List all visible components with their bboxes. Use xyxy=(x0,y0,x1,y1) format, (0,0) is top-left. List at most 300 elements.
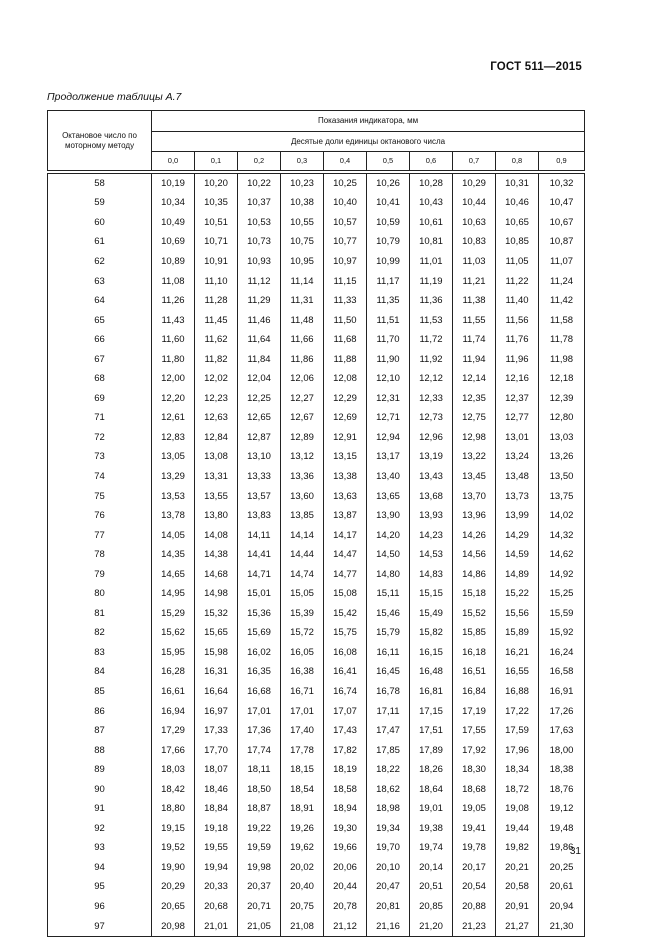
indicator-value-cell: 12,04 xyxy=(238,369,281,389)
indicator-value-cell: 20,14 xyxy=(410,858,453,878)
indicator-value-cell: 15,85 xyxy=(453,624,496,644)
indicator-value-cell: 12,27 xyxy=(281,389,324,409)
octane-number-cell: 61 xyxy=(48,233,152,253)
indicator-value-cell: 17,22 xyxy=(496,702,539,722)
indicator-value-cell: 17,15 xyxy=(410,702,453,722)
table-row xyxy=(48,565,585,585)
indicator-value-cell: 10,95 xyxy=(281,252,324,272)
indicator-value-cell: 12,67 xyxy=(281,409,324,429)
indicator-value-cell: 10,85 xyxy=(496,233,539,253)
indicator-value-cell: 19,34 xyxy=(367,819,410,839)
indicator-value-cell: 13,63 xyxy=(324,487,367,507)
indicator-value-cell: 11,28 xyxy=(195,291,238,311)
indicator-value-cell: 11,07 xyxy=(539,252,585,272)
indicator-value-cell: 17,26 xyxy=(539,702,585,722)
indicator-value-cell: 14,05 xyxy=(152,526,195,546)
indicator-value-cell: 10,49 xyxy=(152,213,195,233)
table-row xyxy=(48,526,585,546)
indicator-value-cell: 12,65 xyxy=(238,409,281,429)
indicator-value-cell: 14,17 xyxy=(324,526,367,546)
indicator-value-cell: 15,82 xyxy=(410,624,453,644)
indicator-value-cell: 15,22 xyxy=(496,584,539,604)
indicator-value-cell: 10,19 xyxy=(152,174,195,194)
table-row xyxy=(48,330,585,350)
indicator-value-cell: 20,44 xyxy=(324,878,367,898)
document-header: ГОСТ 511—2015 xyxy=(490,61,582,73)
indicator-value-cell: 14,11 xyxy=(238,526,281,546)
octane-number-cell: 74 xyxy=(48,467,152,487)
indicator-value-cell: 12,84 xyxy=(195,428,238,448)
indicator-value-cell: 13,10 xyxy=(238,448,281,468)
table-row xyxy=(48,311,585,331)
indicator-value-cell: 16,81 xyxy=(410,682,453,702)
indicator-value-cell: 19,66 xyxy=(324,839,367,859)
column-header: 0,0 xyxy=(152,152,195,171)
indicator-value-cell: 12,00 xyxy=(152,369,195,389)
indicator-value-cell: 10,61 xyxy=(410,213,453,233)
indicator-value-cell: 13,12 xyxy=(281,448,324,468)
indicator-value-cell: 12,77 xyxy=(496,409,539,429)
indicator-value-cell: 17,43 xyxy=(324,721,367,741)
octane-number-cell: 80 xyxy=(48,584,152,604)
indicator-value-cell: 11,03 xyxy=(453,252,496,272)
indicator-value-cell: 13,80 xyxy=(195,506,238,526)
indicator-value-cell: 17,11 xyxy=(367,702,410,722)
indicator-value-cell: 13,75 xyxy=(539,487,585,507)
indicator-value-cell: 20,51 xyxy=(410,878,453,898)
indicator-value-cell: 10,89 xyxy=(152,252,195,272)
indicator-value-cell: 14,44 xyxy=(281,545,324,565)
indicator-value-cell: 13,03 xyxy=(539,428,585,448)
indicator-value-cell: 12,80 xyxy=(539,409,585,429)
table-row xyxy=(48,819,585,839)
indicator-value-cell: 18,38 xyxy=(539,760,585,780)
indicator-value-cell: 20,47 xyxy=(367,878,410,898)
indicator-value-cell: 20,06 xyxy=(324,858,367,878)
column-header: 0,9 xyxy=(539,152,585,171)
indicator-value-cell: 18,11 xyxy=(238,760,281,780)
indicator-value-cell: 14,02 xyxy=(539,506,585,526)
indicator-value-cell: 16,18 xyxy=(453,643,496,663)
indicator-value-cell: 10,25 xyxy=(324,174,367,194)
indicator-value-cell: 18,34 xyxy=(496,760,539,780)
table-row xyxy=(48,350,585,370)
table-row xyxy=(48,506,585,526)
octane-number-cell: 76 xyxy=(48,506,152,526)
indicator-value-cell: 16,78 xyxy=(367,682,410,702)
indicator-value-cell: 11,15 xyxy=(324,272,367,292)
indicator-value-cell: 13,87 xyxy=(324,506,367,526)
indicator-value-cell: 19,52 xyxy=(152,839,195,859)
indicator-value-cell: 13,01 xyxy=(496,428,539,448)
indicator-value-cell: 16,48 xyxy=(410,663,453,683)
octane-number-cell: 93 xyxy=(48,839,152,859)
indicator-value-cell: 19,90 xyxy=(152,858,195,878)
indicator-value-cell: 17,55 xyxy=(453,721,496,741)
indicator-value-cell: 18,58 xyxy=(324,780,367,800)
indicator-value-cell: 17,01 xyxy=(281,702,324,722)
indicator-value-cell: 16,64 xyxy=(195,682,238,702)
indicator-value-cell: 20,94 xyxy=(539,897,585,917)
indicator-value-cell: 20,54 xyxy=(453,878,496,898)
indicator-value-cell: 10,22 xyxy=(238,174,281,194)
indicator-value-cell: 16,94 xyxy=(152,702,195,722)
table-row xyxy=(48,213,585,233)
indicator-value-cell: 12,98 xyxy=(453,428,496,448)
indicator-value-cell: 10,63 xyxy=(453,213,496,233)
indicator-value-cell: 13,96 xyxy=(453,506,496,526)
octane-number-cell: 96 xyxy=(48,897,152,917)
indicator-value-cell: 18,30 xyxy=(453,760,496,780)
indicator-value-cell: 10,28 xyxy=(410,174,453,194)
indicator-value-cell: 20,29 xyxy=(152,878,195,898)
indicator-value-cell: 10,81 xyxy=(410,233,453,253)
table-row xyxy=(48,917,585,937)
indicator-value-cell: 11,35 xyxy=(367,291,410,311)
table-row xyxy=(48,702,585,722)
indicator-value-cell: 16,11 xyxy=(367,643,410,663)
indicator-value-cell: 13,99 xyxy=(496,506,539,526)
indicator-value-cell: 10,29 xyxy=(453,174,496,194)
indicator-value-cell: 15,98 xyxy=(195,643,238,663)
indicator-value-cell: 19,82 xyxy=(496,839,539,859)
indicator-value-cell: 14,86 xyxy=(453,565,496,585)
indicator-table xyxy=(47,110,585,937)
indicator-value-cell: 13,78 xyxy=(152,506,195,526)
indicator-value-cell: 11,45 xyxy=(195,311,238,331)
indicator-value-cell: 18,62 xyxy=(367,780,410,800)
indicator-value-cell: 15,49 xyxy=(410,604,453,624)
indicator-value-cell: 16,45 xyxy=(367,663,410,683)
indicator-value-cell: 17,40 xyxy=(281,721,324,741)
indicator-value-cell: 18,76 xyxy=(539,780,585,800)
indicator-value-cell: 11,98 xyxy=(539,350,585,370)
indicator-value-cell: 16,61 xyxy=(152,682,195,702)
table-row xyxy=(48,233,585,253)
indicator-value-cell: 14,32 xyxy=(539,526,585,546)
table-row xyxy=(48,448,585,468)
indicator-value-cell: 16,84 xyxy=(453,682,496,702)
table-row xyxy=(48,624,585,644)
indicator-value-cell: 10,67 xyxy=(539,213,585,233)
indicator-value-cell: 20,25 xyxy=(539,858,585,878)
indicator-value-cell: 13,31 xyxy=(195,467,238,487)
indicator-value-cell: 19,38 xyxy=(410,819,453,839)
indicator-value-cell: 19,94 xyxy=(195,858,238,878)
indicator-value-cell: 12,69 xyxy=(324,409,367,429)
indicator-value-cell: 20,81 xyxy=(367,897,410,917)
indicator-value-cell: 15,01 xyxy=(238,584,281,604)
indicator-value-cell: 11,50 xyxy=(324,311,367,331)
indicator-value-cell: 11,08 xyxy=(152,272,195,292)
indicator-value-cell: 19,48 xyxy=(539,819,585,839)
indicator-value-cell: 17,47 xyxy=(367,721,410,741)
indicator-value-cell: 10,91 xyxy=(195,252,238,272)
indicator-value-cell: 19,15 xyxy=(152,819,195,839)
indicator-value-cell: 11,84 xyxy=(238,350,281,370)
indicator-value-cell: 13,85 xyxy=(281,506,324,526)
indicator-value-cell: 19,74 xyxy=(410,839,453,859)
indicator-value-cell: 11,01 xyxy=(410,252,453,272)
indicator-value-cell: 11,21 xyxy=(453,272,496,292)
indicator-value-cell: 12,25 xyxy=(238,389,281,409)
indicator-value-cell: 15,08 xyxy=(324,584,367,604)
indicator-value-cell: 18,22 xyxy=(367,760,410,780)
indicator-value-cell: 11,14 xyxy=(281,272,324,292)
octane-number-cell: 82 xyxy=(48,624,152,644)
indicator-value-cell: 11,64 xyxy=(238,330,281,350)
indicator-value-cell: 10,35 xyxy=(195,194,238,214)
table-row xyxy=(48,428,585,448)
indicator-value-cell: 19,05 xyxy=(453,800,496,820)
indicator-value-cell: 21,01 xyxy=(195,917,238,937)
indicator-value-cell: 12,18 xyxy=(539,369,585,389)
indicator-value-cell: 13,73 xyxy=(496,487,539,507)
octane-number-cell: 58 xyxy=(48,174,152,194)
indicator-value-cell: 19,26 xyxy=(281,819,324,839)
octane-number-cell: 65 xyxy=(48,311,152,331)
indicator-value-cell: 18,03 xyxy=(152,760,195,780)
indicator-value-cell: 12,61 xyxy=(152,409,195,429)
indicator-value-cell: 15,69 xyxy=(238,624,281,644)
indicator-value-cell: 19,41 xyxy=(453,819,496,839)
indicator-value-cell: 11,51 xyxy=(367,311,410,331)
indicator-value-cell: 11,62 xyxy=(195,330,238,350)
indicator-value-cell: 11,33 xyxy=(324,291,367,311)
indicator-value-cell: 20,58 xyxy=(496,878,539,898)
column-header: 0,8 xyxy=(496,152,539,171)
indicator-value-cell: 15,56 xyxy=(496,604,539,624)
indicator-value-cell: 15,95 xyxy=(152,643,195,663)
octane-number-cell: 71 xyxy=(48,409,152,429)
indicator-value-cell: 10,37 xyxy=(238,194,281,214)
indicator-value-cell: 10,65 xyxy=(496,213,539,233)
indicator-value-cell: 21,23 xyxy=(453,917,496,937)
indicator-value-cell: 10,41 xyxy=(367,194,410,214)
indicator-value-cell: 14,35 xyxy=(152,545,195,565)
indicator-value-cell: 11,40 xyxy=(496,291,539,311)
indicator-value-cell: 16,68 xyxy=(238,682,281,702)
indicator-value-cell: 16,35 xyxy=(238,663,281,683)
indicator-value-cell: 11,26 xyxy=(152,291,195,311)
indicator-value-cell: 11,74 xyxy=(453,330,496,350)
octane-number-cell: 90 xyxy=(48,780,152,800)
indicator-value-cell: 10,77 xyxy=(324,233,367,253)
indicator-value-cell: 14,20 xyxy=(367,526,410,546)
indicator-value-cell: 14,71 xyxy=(238,565,281,585)
indicator-value-cell: 20,10 xyxy=(367,858,410,878)
indicator-value-cell: 13,48 xyxy=(496,467,539,487)
indicator-value-cell: 21,12 xyxy=(324,917,367,937)
indicator-value-cell: 15,65 xyxy=(195,624,238,644)
indicator-value-cell: 15,29 xyxy=(152,604,195,624)
indicator-value-cell: 20,65 xyxy=(152,897,195,917)
indicator-value-cell: 10,32 xyxy=(539,174,585,194)
indicator-value-cell: 19,98 xyxy=(238,858,281,878)
indicator-value-cell: 16,02 xyxy=(238,643,281,663)
indicator-value-cell: 13,33 xyxy=(238,467,281,487)
indicator-value-cell: 16,51 xyxy=(453,663,496,683)
indicator-value-cell: 14,23 xyxy=(410,526,453,546)
indicator-value-cell: 14,68 xyxy=(195,565,238,585)
indicator-value-cell: 19,18 xyxy=(195,819,238,839)
indicator-value-cell: 11,68 xyxy=(324,330,367,350)
indicator-value-cell: 20,78 xyxy=(324,897,367,917)
octane-number-cell: 78 xyxy=(48,545,152,565)
indicator-value-cell: 20,85 xyxy=(410,897,453,917)
indicator-value-cell: 20,21 xyxy=(496,858,539,878)
indicator-value-cell: 21,05 xyxy=(238,917,281,937)
table-row xyxy=(48,839,585,859)
column-header: 0,4 xyxy=(324,152,367,171)
octane-number-cell: 59 xyxy=(48,194,152,214)
indicator-value-cell: 20,91 xyxy=(496,897,539,917)
indicator-value-cell: 19,70 xyxy=(367,839,410,859)
indicator-value-cell: 13,36 xyxy=(281,467,324,487)
indicator-value-cell: 10,75 xyxy=(281,233,324,253)
indicator-value-cell: 15,39 xyxy=(281,604,324,624)
indicator-value-cell: 11,86 xyxy=(281,350,324,370)
indicator-value-cell: 11,78 xyxy=(539,330,585,350)
indicator-value-cell: 12,12 xyxy=(410,369,453,389)
table-row xyxy=(48,487,585,507)
indicator-value-cell: 17,36 xyxy=(238,721,281,741)
indicator-value-cell: 11,12 xyxy=(238,272,281,292)
indicator-value-cell: 14,59 xyxy=(496,545,539,565)
indicator-value-cell: 16,71 xyxy=(281,682,324,702)
indicator-value-cell: 20,02 xyxy=(281,858,324,878)
indicator-value-cell: 11,36 xyxy=(410,291,453,311)
indicator-value-cell: 11,19 xyxy=(410,272,453,292)
indicator-value-cell: 20,88 xyxy=(453,897,496,917)
indicator-value-cell: 18,80 xyxy=(152,800,195,820)
indicator-value-cell: 21,08 xyxy=(281,917,324,937)
octane-number-cell: 79 xyxy=(48,565,152,585)
indicator-value-cell: 18,72 xyxy=(496,780,539,800)
octane-number-cell: 67 xyxy=(48,350,152,370)
indicator-value-cell: 14,62 xyxy=(539,545,585,565)
indicator-value-cell: 17,70 xyxy=(195,741,238,761)
indicator-value-cell: 11,92 xyxy=(410,350,453,370)
indicator-value-cell: 12,94 xyxy=(367,428,410,448)
indicator-value-cell: 11,58 xyxy=(539,311,585,331)
octane-number-cell: 94 xyxy=(48,858,152,878)
indicator-value-cell: 16,31 xyxy=(195,663,238,683)
table-row xyxy=(48,878,585,898)
indicator-value-cell: 12,96 xyxy=(410,428,453,448)
indicator-value-cell: 13,15 xyxy=(324,448,367,468)
indicator-value-cell: 21,27 xyxy=(496,917,539,937)
indicator-value-cell: 19,78 xyxy=(453,839,496,859)
indicator-value-cell: 10,38 xyxy=(281,194,324,214)
table-row xyxy=(48,272,585,292)
indicator-value-cell: 18,07 xyxy=(195,760,238,780)
indicator-value-cell: 15,79 xyxy=(367,624,410,644)
octane-number-cell: 83 xyxy=(48,643,152,663)
indicator-value-cell: 19,22 xyxy=(238,819,281,839)
table-row xyxy=(48,584,585,604)
octane-number-cell: 87 xyxy=(48,721,152,741)
indicator-value-cell: 11,88 xyxy=(324,350,367,370)
indicator-value-cell: 13,70 xyxy=(453,487,496,507)
indicator-value-cell: 13,50 xyxy=(539,467,585,487)
indicator-value-cell: 15,11 xyxy=(367,584,410,604)
octane-number-cell: 69 xyxy=(48,389,152,409)
indicator-value-cell: 11,05 xyxy=(496,252,539,272)
indicator-value-cell: 21,30 xyxy=(539,917,585,937)
indicator-value-cell: 17,92 xyxy=(453,741,496,761)
column-header: 0,6 xyxy=(410,152,453,171)
indicator-value-cell: 18,84 xyxy=(195,800,238,820)
indicator-value-cell: 20,75 xyxy=(281,897,324,917)
indicator-value-cell: 18,19 xyxy=(324,760,367,780)
indicator-value-cell: 13,93 xyxy=(410,506,453,526)
indicator-value-cell: 11,56 xyxy=(496,311,539,331)
indicator-value-cell: 12,63 xyxy=(195,409,238,429)
indicator-value-cell: 14,95 xyxy=(152,584,195,604)
indicator-value-cell: 10,23 xyxy=(281,174,324,194)
page-number: 31 xyxy=(569,846,581,857)
indicator-value-cell: 16,38 xyxy=(281,663,324,683)
indicator-value-cell: 12,33 xyxy=(410,389,453,409)
indicator-value-cell: 20,17 xyxy=(453,858,496,878)
octane-number-cell: 62 xyxy=(48,252,152,272)
octane-number-cell: 88 xyxy=(48,741,152,761)
indicator-value-cell: 10,93 xyxy=(238,252,281,272)
indicator-value-cell: 10,53 xyxy=(238,213,281,233)
indicator-value-cell: 13,68 xyxy=(410,487,453,507)
indicator-value-cell: 18,87 xyxy=(238,800,281,820)
indicator-value-cell: 15,46 xyxy=(367,604,410,624)
indicator-value-cell: 13,43 xyxy=(410,467,453,487)
indicator-value-cell: 15,62 xyxy=(152,624,195,644)
table-row xyxy=(48,604,585,624)
indicator-value-cell: 20,37 xyxy=(238,878,281,898)
indicator-value-cell: 13,05 xyxy=(152,448,195,468)
indicator-value-cell: 14,77 xyxy=(324,565,367,585)
indicator-value-cell: 16,58 xyxy=(539,663,585,683)
indicator-value-cell: 20,61 xyxy=(539,878,585,898)
indicator-value-cell: 13,65 xyxy=(367,487,410,507)
table-row xyxy=(48,174,585,194)
column-header: 0,5 xyxy=(367,152,410,171)
table-row xyxy=(48,409,585,429)
indicator-value-cell: 11,60 xyxy=(152,330,195,350)
indicator-value-cell: 17,01 xyxy=(238,702,281,722)
indicator-value-cell: 11,72 xyxy=(410,330,453,350)
table-header xyxy=(48,111,585,174)
octane-number-cell: 63 xyxy=(48,272,152,292)
indicator-value-cell: 13,40 xyxy=(367,467,410,487)
octane-number-cell: 86 xyxy=(48,702,152,722)
indicator-value-cell: 12,91 xyxy=(324,428,367,448)
indicator-value-cell: 15,18 xyxy=(453,584,496,604)
column-header: 0,7 xyxy=(453,152,496,171)
indicator-value-cell: 18,15 xyxy=(281,760,324,780)
indicator-value-cell: 12,06 xyxy=(281,369,324,389)
indicator-value-cell: 10,59 xyxy=(367,213,410,233)
indicator-value-cell: 18,50 xyxy=(238,780,281,800)
indicator-value-cell: 14,50 xyxy=(367,545,410,565)
indicator-value-cell: 11,55 xyxy=(453,311,496,331)
indicator-value-cell: 17,85 xyxy=(367,741,410,761)
indicator-value-cell: 16,28 xyxy=(152,663,195,683)
indicator-value-cell: 20,33 xyxy=(195,878,238,898)
octane-number-cell: 75 xyxy=(48,487,152,507)
indicator-value-cell: 12,37 xyxy=(496,389,539,409)
indicator-value-cell: 14,26 xyxy=(453,526,496,546)
octane-number-cell: 72 xyxy=(48,428,152,448)
